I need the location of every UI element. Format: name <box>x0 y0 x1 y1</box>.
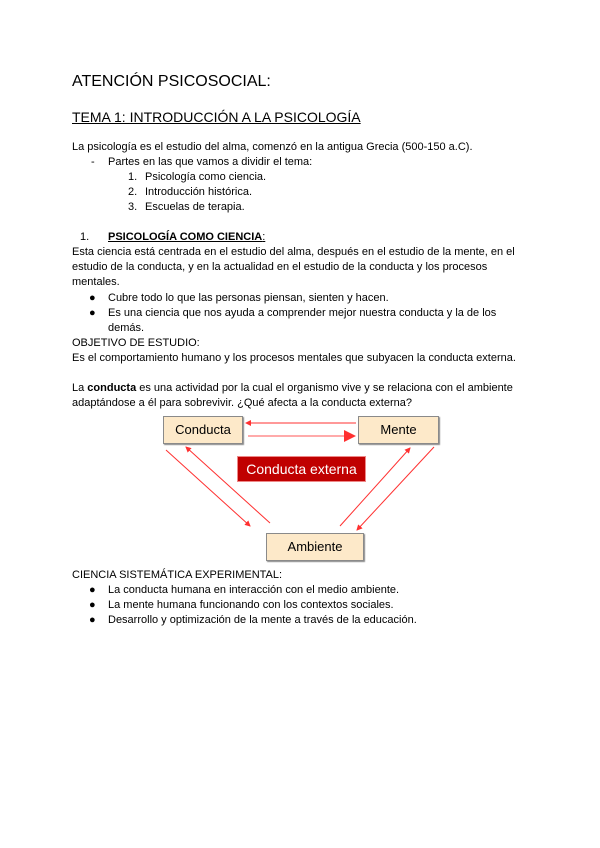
conduct-line-2: adaptándose a él para sobrevivir. ¿Qué afecta a la conducta externa? <box>72 397 412 409</box>
conducta-externa-box: Conducta externa <box>237 456 366 482</box>
colon: : <box>262 231 266 243</box>
bullet-text: Desarrollo y optimización de la mente a través de la educación. <box>108 614 417 626</box>
dash-marker: - <box>91 156 95 168</box>
bullet-text: La conducta humana en interacción con el medio ambiente. <box>108 584 400 596</box>
bold-term: conducta <box>87 382 137 394</box>
parts-lead: Partes en las que vamos a dividir el tema: <box>108 156 313 168</box>
paragraph-line: mentales. <box>72 276 120 288</box>
part-item: Psicología como ciencia. <box>145 171 267 183</box>
bullet-text: La mente humana funcionando con los contextos sociales. <box>108 599 394 611</box>
part-item: Escuelas de terapia. <box>145 201 245 213</box>
mente-box: Mente <box>358 416 439 444</box>
list-number: 3. <box>128 201 138 213</box>
bullet-icon: ● <box>89 292 96 304</box>
bullet-icon: ● <box>89 584 96 596</box>
bullet-text: Cubre todo lo que las personas piensan, sienten y hacen. <box>108 292 389 304</box>
bullet-icon: ● <box>89 599 96 611</box>
bullet-text: demás. <box>108 322 145 334</box>
objective-label: OBJETIVO DE ESTUDIO: <box>72 337 200 349</box>
list-number: 1. <box>128 171 138 183</box>
text: La <box>72 382 88 394</box>
list-number: 2. <box>128 186 138 198</box>
section-heading-text: PSICOLOGÍA COMO CIENCIA <box>108 231 263 243</box>
arrow <box>357 447 434 530</box>
bullet-icon: ● <box>89 614 96 626</box>
objective-text: Es el comportamiento humano y los procesos mentales que subyacen la conducta externa. <box>72 352 516 364</box>
experimental-label: CIENCIA SISTEMÁTICA EXPERIMENTAL: <box>72 569 283 581</box>
paragraph-line: Esta ciencia está centrada en el estudio del alma, después en el estudio de la mente, en el <box>72 246 515 258</box>
doc-title: ATENCIÓN PSICOSOCIAL: <box>72 73 271 90</box>
paragraph-line: estudio de la conducta, y en la actualidad en el estudio de la conducta y los procesos <box>72 261 488 273</box>
section-number: 1. <box>80 231 90 243</box>
text: es una actividad por la cual el organismo vive y se relaciona con el ambiente <box>136 382 513 394</box>
bullet-icon: ● <box>89 307 96 319</box>
bullet-text: Es una ciencia que nos ayuda a comprender mejor nuestra conducta y la de los <box>108 307 497 319</box>
topic-heading: TEMA 1: INTRODUCCIÓN A LA PSICOLOGÍA <box>72 109 361 125</box>
part-item: Introducción histórica. <box>145 186 252 198</box>
conducta-box: Conducta <box>163 416 243 444</box>
intro-text: La psicología es el estudio del alma, comenzó en la antigua Grecia (500-150 a.C). <box>72 141 473 153</box>
ambiente-box: Ambiente <box>266 533 364 561</box>
